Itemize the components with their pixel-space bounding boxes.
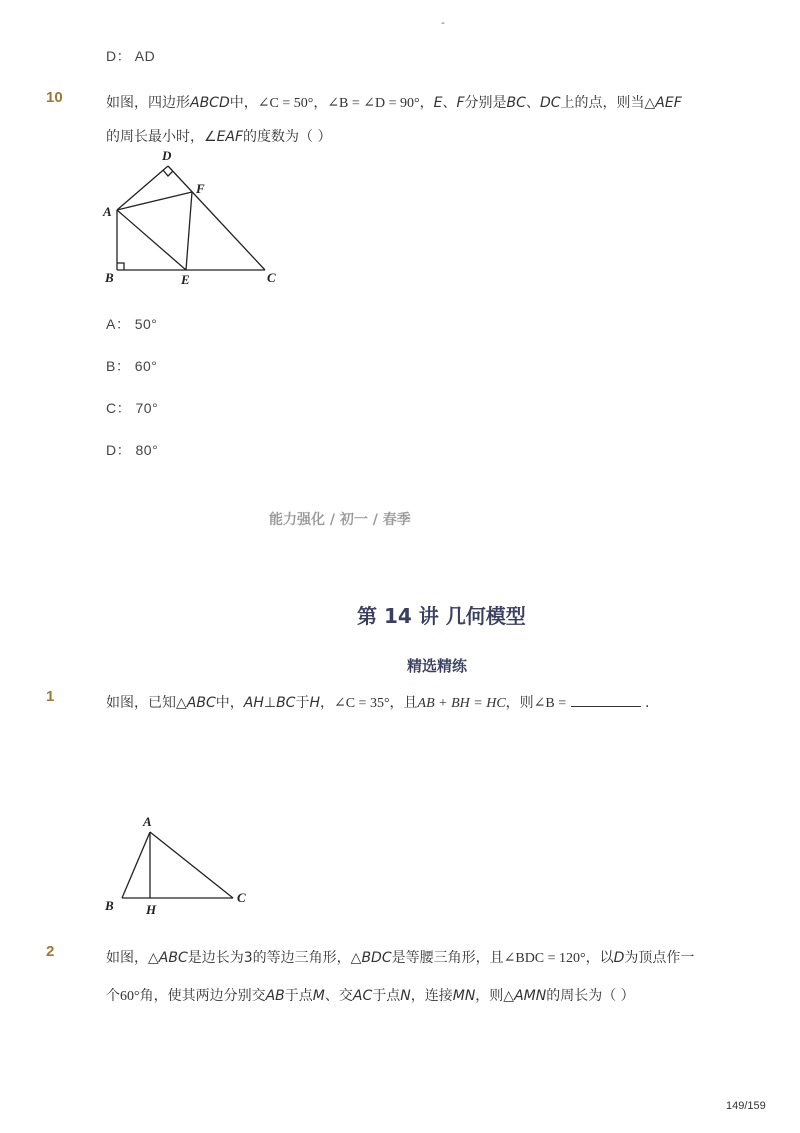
text-run: 上的点，则当 [560, 95, 645, 111]
label-f: F [196, 181, 205, 196]
math-variable: N [400, 988, 411, 1004]
math-variable: BC [276, 695, 296, 711]
math-variable: E [433, 95, 443, 111]
text-run: 如图，四边形 [106, 95, 190, 111]
question-2-line1 [106, 947, 694, 967]
text-run: 为顶点作一 [624, 950, 695, 966]
segment-ab [122, 832, 150, 898]
text-run: ，以 [585, 950, 614, 966]
math-variable: AB + BH = HC [417, 696, 506, 711]
text-run: 中， [229, 95, 258, 111]
text-run: 是等腰三角形，且 [391, 950, 504, 966]
option-text: 70° [135, 400, 159, 416]
text-run: ∠ [204, 129, 217, 145]
text-run: 的周长最小时， [106, 129, 204, 145]
text-run: 的周长为（ ） [546, 988, 635, 1004]
option-text: 60° [134, 358, 158, 374]
page-number: 149/159 [726, 1100, 766, 1112]
question-1-end: . [645, 695, 650, 711]
text-run: ∠B = ∠D = 90° [327, 96, 420, 111]
text-run: 中， [215, 695, 244, 711]
option-text: 50° [134, 316, 158, 332]
text-run: ，连接 [410, 988, 453, 1004]
text-run: ∠BDC = 120° [503, 951, 586, 966]
text-run: ∠C = 50° [257, 96, 314, 111]
question-1-text [106, 692, 649, 712]
text-run: △ [176, 695, 187, 711]
label-c: C [267, 270, 276, 285]
math-variable: BDC [361, 950, 392, 966]
text-run: 分别是 [464, 95, 507, 111]
question-10-line1 [106, 92, 682, 112]
text-run: ，则 [505, 695, 534, 711]
lesson-title: 第 14 讲 几何模型 [357, 604, 526, 628]
math-variable: F [456, 95, 465, 111]
right-angle-mark-b [117, 263, 124, 270]
math-variable: M [312, 988, 325, 1004]
option-text: AD [134, 48, 156, 64]
label-c: C [237, 890, 246, 905]
segment-ac [150, 832, 233, 898]
text-run: ∠B = [533, 696, 567, 711]
right-angle-mark-d [163, 170, 173, 176]
math-variable: H [309, 695, 320, 711]
text-run: 于点 [372, 988, 401, 1004]
text-run: △ [350, 950, 362, 966]
text-run: ， [319, 695, 334, 711]
text-run: 个 [106, 988, 120, 1004]
option-a[interactable] [106, 314, 157, 334]
text-run: ∠C = 35° [333, 696, 390, 711]
text-run: 、 [442, 95, 457, 111]
math-variable: ABC [158, 950, 188, 966]
segment-dc [168, 166, 265, 270]
option-text: 80° [135, 442, 159, 458]
text-run: △ [644, 95, 656, 111]
math-variable: EAF [216, 129, 244, 145]
option-letter: D： [106, 48, 132, 64]
question-number-10: 10 [46, 89, 63, 106]
text-run: ， [419, 95, 434, 111]
text-run: 、交 [324, 988, 353, 1004]
option-c[interactable] [106, 398, 158, 418]
text-run: ⊥ [263, 695, 277, 711]
math-variable: ABCD [190, 95, 230, 111]
triangle-figure [100, 810, 260, 922]
text-run: ，则 [475, 988, 504, 1004]
section-title: 精选精练 [407, 657, 468, 675]
page-footer: 能力强化 / 初一 / 春季 [269, 512, 411, 528]
segment-ef [186, 192, 192, 270]
label-b: B [105, 270, 114, 285]
label-b: B [105, 898, 114, 913]
segment-ae [117, 210, 186, 270]
math-variable: D [613, 950, 625, 966]
math-variable: AH [243, 695, 264, 711]
math-variable: ABC [186, 695, 216, 711]
text-run: 于 [295, 695, 310, 711]
text-run: 于点 [284, 988, 313, 1004]
top-dash: - [441, 16, 445, 29]
text-run: 、 [525, 95, 540, 111]
option-letter: A： [106, 316, 131, 332]
label-e: E [181, 272, 190, 287]
math-variable: DC [539, 95, 561, 111]
text-run: △ [503, 988, 515, 1004]
text-run: 如图，已知 [106, 695, 176, 711]
text-run: ，且 [389, 695, 418, 711]
quadrilateral-figure [100, 146, 290, 292]
label-a: A [103, 204, 112, 219]
option-d[interactable] [106, 440, 158, 460]
math-variable: AC [352, 988, 373, 1004]
label-a: A [143, 814, 152, 829]
text-run: 60° [120, 989, 140, 1004]
option-letter: D： [106, 442, 132, 458]
text-run: 如图， [106, 950, 148, 966]
math-variable: MN [452, 988, 476, 1004]
text-run: 是边长为3的等边三角形， [187, 950, 351, 966]
question-1-parts [106, 695, 566, 711]
option-letter: B： [106, 358, 131, 374]
text-run: 的度数为（ ） [243, 129, 332, 145]
text-run: △ [148, 950, 159, 966]
prev-option-d[interactable] [106, 46, 155, 66]
text-run: ， [313, 95, 328, 111]
math-variable: BC [506, 95, 526, 111]
question-10-line2 [106, 126, 332, 146]
option-b[interactable] [106, 356, 157, 376]
question-number-2: 2 [46, 943, 55, 960]
math-variable: AB [265, 988, 285, 1004]
label-d: D [162, 148, 172, 163]
answer-blank[interactable] [571, 694, 641, 707]
option-letter: C： [106, 400, 132, 416]
question-number-1: 1 [46, 688, 55, 705]
text-run: 角，使其两边分别交 [139, 988, 266, 1004]
question-2-line2 [106, 985, 635, 1005]
math-variable: AMN [514, 988, 547, 1004]
label-h: H [146, 902, 157, 917]
math-variable: AEF [655, 95, 682, 111]
